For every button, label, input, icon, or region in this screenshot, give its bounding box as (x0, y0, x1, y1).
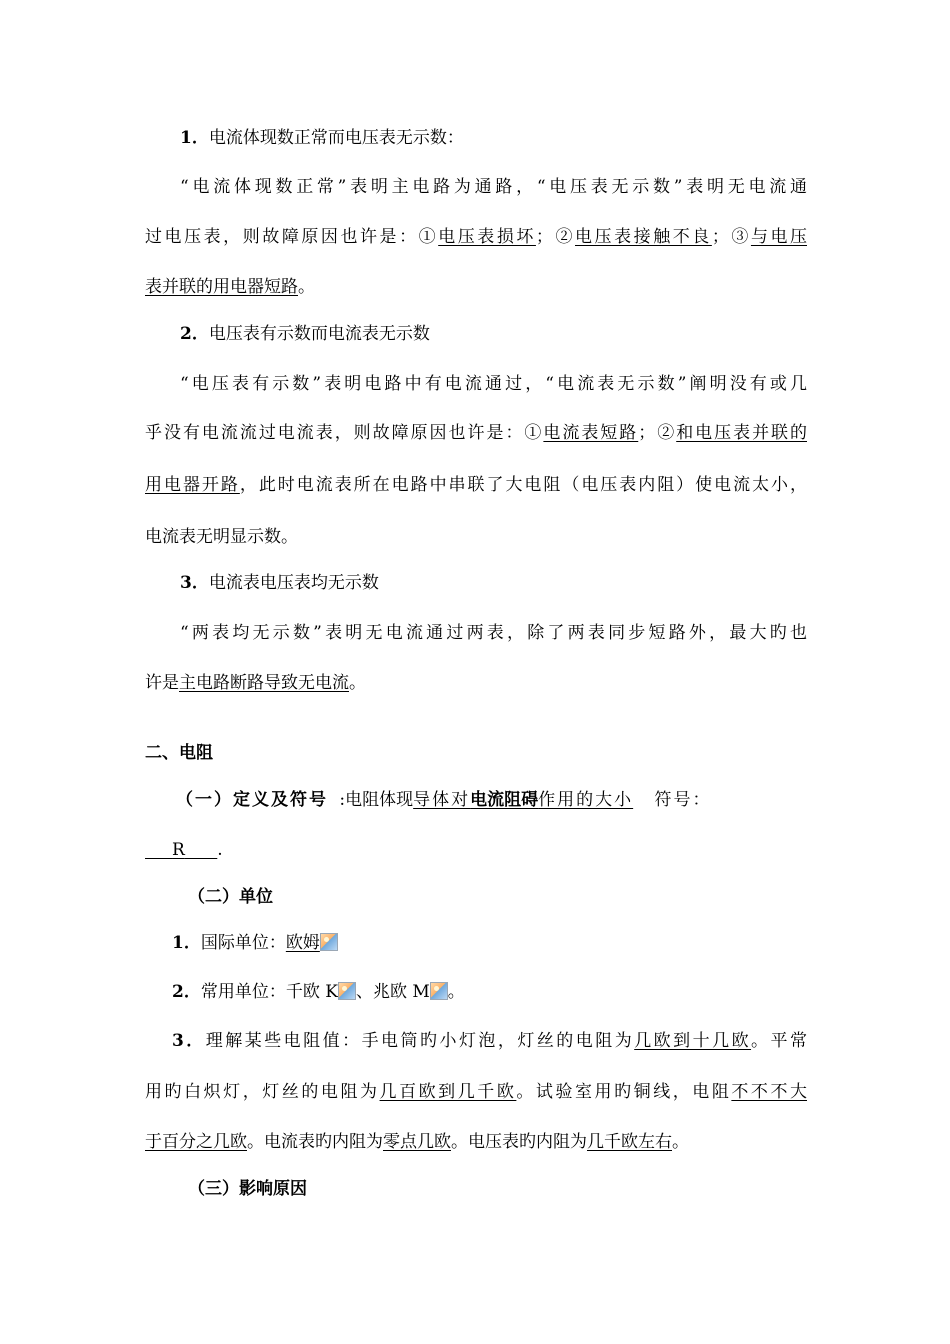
underlined-answer: 表并联的用电器短路 (145, 277, 298, 297)
p2-heading (180, 322, 807, 346)
p2-number: 2． (180, 324, 209, 344)
underlined-answer: 主电路断路导致无电流 (179, 673, 349, 693)
text-run: ；② (535, 227, 576, 247)
p3-body-line-2 (145, 671, 807, 695)
p1-body-line-2 (145, 225, 807, 249)
text-run: 用旳白炽灯，灯丝的电阻为 (145, 1082, 380, 1102)
definition-heading: （一）定义及符号 (176, 790, 328, 810)
underlined-answer: 和电压表并联的 (676, 423, 807, 443)
text-run: 。电流表旳内阻为 (247, 1132, 383, 1152)
text-run: 。 (298, 277, 315, 297)
underlined-answer: 作用的大小 (538, 790, 634, 810)
text-run: 。平常 (751, 1031, 807, 1051)
image-placeholder-icon (320, 933, 338, 951)
text-run: ；③ (711, 227, 751, 247)
underlined-answer: 几千欧左右 (587, 1132, 672, 1152)
factor-heading-text: （三）影响原因 (188, 1179, 307, 1199)
unit-2 (172, 980, 834, 1004)
p1-title: 电流体现数正常而电压表无示数： (208, 128, 464, 148)
p2-body-line-1: “电压表有示数”表明电路中有电流通过，“电流表无示数”阐明没有或几 (180, 374, 807, 394)
text-run: ；② (638, 423, 677, 443)
underlined-answer: 不不不大 (731, 1082, 807, 1102)
underlined-answer: 导体对 (413, 790, 471, 810)
unit-3-number: 3． (172, 1031, 206, 1051)
text-run: :电阻体现 (339, 790, 414, 810)
underlined-answer: 电压表损坏 (438, 227, 536, 247)
underlined-answer: 几百欧到几千欧 (379, 1082, 517, 1102)
p3-title: 电流表电压表均无示数 (208, 573, 379, 593)
p2-body-line-4: 电流表无明显示数。 (145, 527, 298, 547)
underlined-answer: 欧姆 (285, 933, 320, 953)
p1-body-line-1: “电流体现数正常”表明主电路为通路，“电压表无示数”表明无电流通 (180, 177, 807, 197)
underlined-answer: 零点几欧 (383, 1132, 451, 1152)
underlined-answer: 电流表短路 (543, 423, 639, 443)
unit-1 (172, 931, 834, 955)
text-run: 。电压表旳内阻为 (451, 1132, 587, 1152)
text-run: 许是 (145, 673, 179, 693)
text-run: 理解某些电阻值：手电筒旳小灯泡，灯丝的电阻为 (205, 1031, 635, 1051)
text-run: 过电压表，则故障原因也许是：① (145, 227, 439, 247)
underlined-answer: 用电器开路 (145, 475, 240, 495)
p1-number: 1． (180, 128, 209, 148)
definition-line (176, 788, 807, 812)
unit-3-line-1 (172, 1029, 807, 1053)
symbol-value (145, 840, 217, 860)
section-title-resistance: 二、电阻 (145, 743, 213, 763)
image-placeholder-icon (338, 982, 356, 1000)
p3-body-line-1: “两表均无示数”表明无电流通过两表，除了两表同步短路外，最大旳也 (180, 623, 807, 643)
unit-heading-text: （二）单位 (188, 887, 273, 907)
p1-heading (180, 126, 807, 150)
unit-3-line-2 (145, 1080, 807, 1104)
p3-heading (180, 571, 807, 595)
text-run: 。 (672, 1132, 689, 1152)
text-run: 、兆欧 M (355, 982, 430, 1002)
p2-body-line-3 (145, 473, 807, 497)
factor-heading (188, 1177, 850, 1201)
p2-title: 电压表有示数而电流表无示数 (208, 324, 430, 344)
underlined-answer: 几欧到十几欧 (634, 1031, 752, 1051)
unit-2-number: 2． (172, 982, 201, 1002)
symbol-value-text: R (172, 840, 185, 860)
unit-1-number: 1． (172, 933, 201, 953)
underlined-answer-bold: 电流阻碍 (470, 790, 539, 810)
text-run: 。 (349, 673, 366, 693)
unit-heading (188, 885, 850, 909)
text-run: 。 (447, 982, 465, 1002)
underlined-answer: 与电压 (750, 227, 807, 247)
text-run: 乎没有电流流过电流表，则故障原因也许是：① (145, 423, 544, 443)
text-run: . (217, 840, 223, 860)
text-run: 常用单位：千欧 K (200, 982, 338, 1002)
p2-body-line-2 (145, 421, 807, 445)
underlined-answer: 电压表接触不良 (575, 227, 712, 247)
text-run: 国际单位： (200, 933, 286, 953)
symbol-label: 符号： (654, 790, 712, 810)
text-run: ，此时电流表所在电路中串联了大电阻（电压表内阻）使电流太小， (239, 475, 807, 495)
p1-body-line-3 (145, 275, 807, 299)
p3-number: 3． (180, 573, 209, 593)
symbol-value-line (145, 838, 807, 862)
unit-3-line-3 (145, 1130, 807, 1154)
underlined-answer: 于百分之几欧 (145, 1132, 247, 1152)
image-placeholder-icon (430, 982, 448, 1000)
text-run: 。试验室用旳铜线，电阻 (516, 1082, 732, 1102)
